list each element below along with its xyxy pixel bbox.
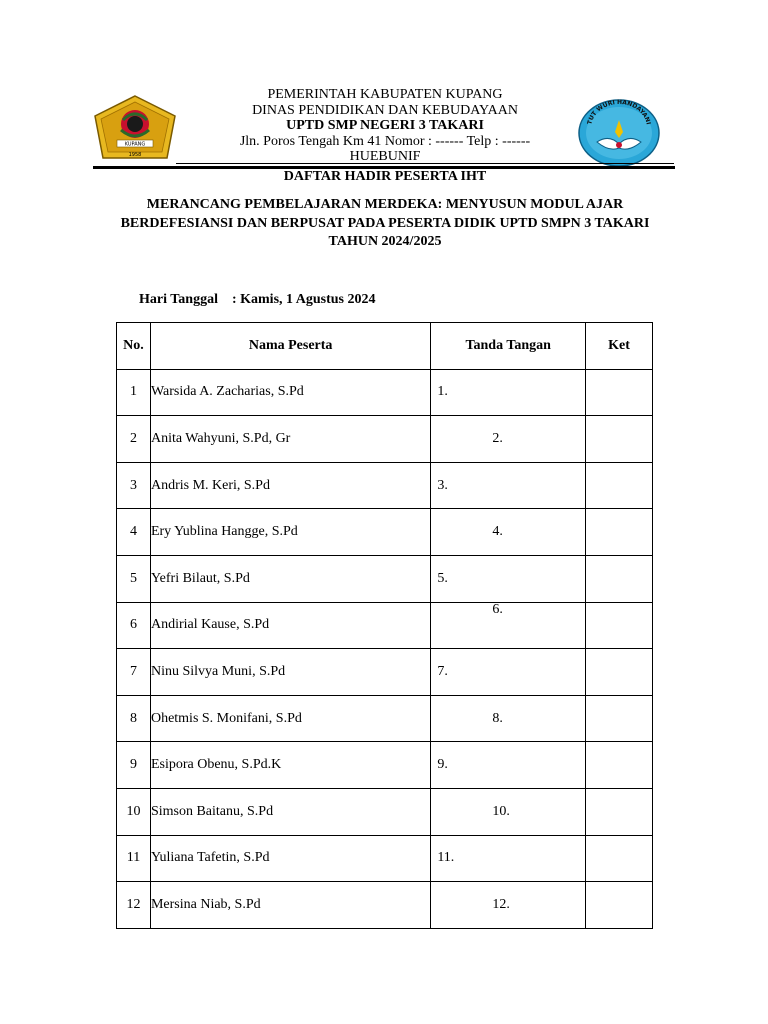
participant-name: Yefri Bilaut, S.Pd	[150, 555, 430, 602]
participant-name: Warsida A. Zacharias, S.Pd	[150, 369, 430, 416]
ket-cell[interactable]	[586, 882, 653, 929]
participant-name: Yuliana Tafetin, S.Pd	[150, 835, 430, 882]
signature-cell[interactable]	[431, 602, 586, 649]
participant-name: Ninu Silvya Muni, S.Pd	[150, 649, 430, 696]
ket-cell[interactable]	[586, 462, 653, 509]
signature-cell[interactable]	[431, 835, 586, 882]
event-title-line: BERDEFESIANSI DAN BERPUSAT PADA PESERTA DIDIK UPTD SMPN 3 TAKARI	[120, 215, 650, 231]
table-row	[117, 882, 653, 929]
ket-cell[interactable]	[586, 602, 653, 649]
table-row	[117, 742, 653, 789]
ket-cell[interactable]	[586, 788, 653, 835]
signature-cell[interactable]	[431, 649, 586, 696]
table-row	[117, 835, 653, 882]
participant-name: Mersina Niab, S.Pd	[150, 882, 430, 929]
header-name: Nama Peserta	[150, 323, 430, 370]
participant-name: Andris M. Keri, S.Pd	[150, 462, 430, 509]
row-number: 11	[117, 835, 151, 882]
document-title: DAFTAR HADIR PESERTA IHT	[283, 169, 487, 184]
logo-banner-text: KUPANG	[124, 141, 146, 148]
table-row	[117, 788, 653, 835]
signature-cell[interactable]	[431, 555, 586, 602]
signature-number: 9.	[437, 757, 448, 773]
row-number: 2	[117, 416, 151, 463]
signature-cell[interactable]	[431, 462, 586, 509]
row-number: 8	[117, 695, 151, 742]
signature-number: 5.	[437, 570, 448, 586]
letterhead-location: HUEBUNIF	[349, 149, 421, 164]
ket-cell[interactable]	[586, 509, 653, 556]
table-row	[117, 695, 653, 742]
signature-cell[interactable]	[431, 742, 586, 789]
table-row	[117, 649, 653, 696]
participant-name: Ohetmis S. Monifani, S.Pd	[150, 695, 430, 742]
date-label: Hari Tanggal	[139, 292, 218, 307]
ket-cell[interactable]	[586, 742, 653, 789]
participant-name: Esipora Obenu, S.Pd.K	[150, 742, 430, 789]
ket-cell[interactable]	[586, 416, 653, 463]
row-number: 6	[117, 602, 151, 649]
signature-number: 11.	[437, 850, 455, 866]
header-signature: Tanda Tangan	[431, 323, 586, 370]
signature-cell[interactable]	[431, 416, 586, 463]
logo-motto-text: TUT WURI HANDAYANI	[586, 98, 652, 126]
signature-cell[interactable]	[431, 369, 586, 416]
table-row	[117, 555, 653, 602]
row-number: 1	[117, 369, 151, 416]
row-number: 7	[117, 649, 151, 696]
table-row	[117, 416, 653, 463]
event-title-line: MERANCANG PEMBELAJARAN MERDEKA: MENYUSUN MODUL AJAR	[146, 197, 624, 212]
row-number: 4	[117, 509, 151, 556]
event-title	[100, 196, 670, 252]
date-row	[139, 292, 376, 308]
header-no: No.	[117, 323, 151, 370]
letterhead-school: UPTD SMP NEGERI 3 TAKARI	[286, 118, 484, 133]
row-number: 9	[117, 742, 151, 789]
signature-number: 7.	[437, 663, 448, 679]
signature-cell[interactable]	[431, 509, 586, 556]
header-ket: Ket	[586, 323, 653, 370]
participant-name: Anita Wahyuni, S.Pd, Gr	[150, 416, 430, 463]
row-number: 5	[117, 555, 151, 602]
ket-cell[interactable]	[586, 555, 653, 602]
signature-cell[interactable]	[431, 882, 586, 929]
letterhead-department: DINAS PENDIDIKAN DAN KEBUDAYAAN	[252, 102, 518, 118]
table-row	[117, 462, 653, 509]
signature-number: 8.	[492, 710, 503, 726]
letterhead-divider-thin	[176, 163, 674, 164]
letterhead-address: Jln. Poros Tengah Km 41 Nomor : ------ Telp : ------	[239, 133, 531, 149]
signature-number: 4.	[492, 524, 503, 540]
signature-number: 2.	[492, 430, 503, 446]
signature-number: 6.	[492, 602, 503, 618]
participant-name: Ery Yublina Hangge, S.Pd	[150, 509, 430, 556]
letterhead-government: PEMERINTAH KABUPATEN KUPANG	[267, 87, 503, 102]
event-year: TAHUN 2024/2025	[328, 234, 442, 249]
ket-cell[interactable]	[586, 835, 653, 882]
date-value: : Kamis, 1 Agustus 2024	[231, 292, 376, 307]
attendance-table	[116, 322, 653, 929]
logo-year-text: 1958	[128, 152, 142, 158]
signature-cell[interactable]	[431, 788, 586, 835]
row-number: 3	[117, 462, 151, 509]
table-row	[117, 602, 653, 649]
row-number: 10	[117, 788, 151, 835]
signature-number: 1.	[437, 384, 448, 400]
ket-cell[interactable]	[586, 649, 653, 696]
signature-number: 3.	[437, 477, 448, 493]
signature-cell[interactable]	[431, 695, 586, 742]
letterhead	[180, 87, 590, 165]
kabupaten-kupang-logo	[93, 94, 177, 162]
row-number: 12	[117, 882, 151, 929]
participant-name: Andirial Kause, S.Pd	[150, 602, 430, 649]
signature-number: 12.	[492, 896, 510, 912]
participant-name: Simson Baitanu, S.Pd	[150, 788, 430, 835]
table-row	[117, 509, 653, 556]
table-header-row	[117, 323, 653, 370]
ket-cell[interactable]	[586, 695, 653, 742]
signature-number: 10.	[492, 803, 510, 819]
table-row	[117, 369, 653, 416]
ket-cell[interactable]	[586, 369, 653, 416]
